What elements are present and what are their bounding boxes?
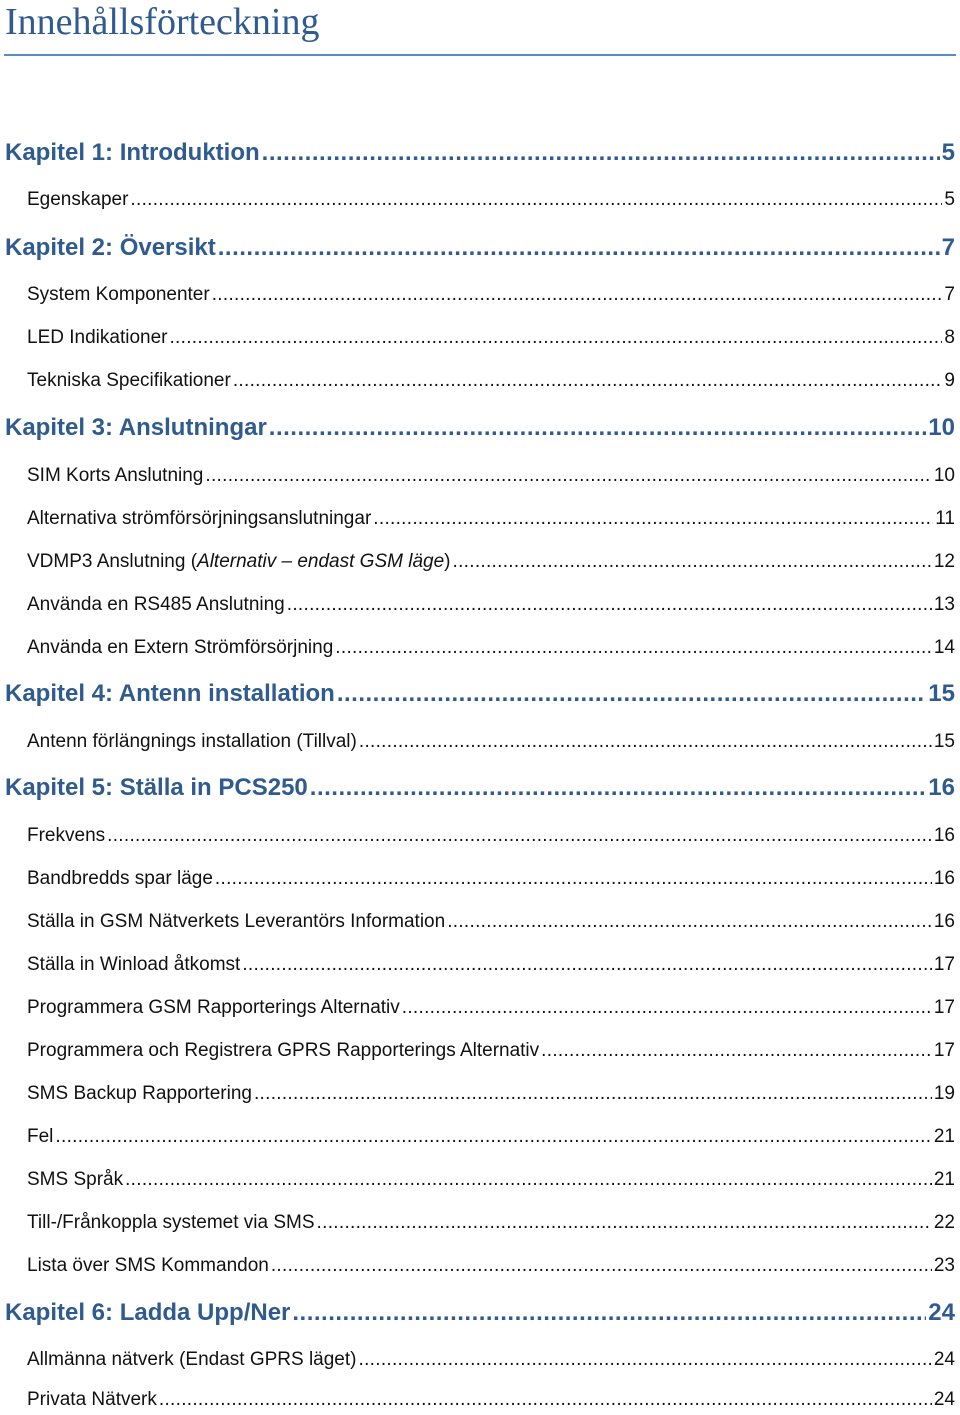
toc-leader: [373, 508, 933, 530]
toc-section-gsm-rapportering[interactable]: [27, 997, 955, 1023]
toc-leader: [337, 680, 926, 708]
toc-label: Frekvens: [27, 825, 106, 846]
toc-page-number: 13: [933, 594, 955, 615]
toc-leader: [359, 1349, 932, 1371]
toc-leader: [287, 594, 932, 616]
toc-section-gprs-rapportering[interactable]: [27, 1040, 955, 1066]
toc-page-number: 8: [944, 327, 955, 348]
toc-section-alternativa-stromforsorjning[interactable]: [27, 508, 955, 534]
toc-section-privata-natverk[interactable]: [27, 1389, 955, 1415]
toc-section-bandbredds-spar-lage[interactable]: [27, 868, 955, 894]
toc-label: Använda en RS485 Anslutning: [27, 594, 285, 615]
toc-page-number: 16: [933, 825, 955, 846]
toc-leader: [453, 551, 932, 573]
toc-section-sms-backup[interactable]: [27, 1083, 955, 1109]
toc-page-number: 15: [928, 680, 955, 707]
toc-label: [27, 551, 451, 573]
toc-label: Kapitel 1: Introduktion: [5, 139, 260, 166]
toc-chapter-4[interactable]: [5, 680, 955, 714]
toc-leader: [212, 284, 943, 306]
toc-section-egenskaper[interactable]: [27, 189, 955, 215]
toc-page-number: 24: [933, 1349, 955, 1370]
toc-label: Använda en Extern Strömförsörjning: [27, 637, 334, 658]
toc-label: Fel: [27, 1126, 54, 1147]
toc-chapter-6[interactable]: [5, 1299, 955, 1333]
toc-leader: [447, 911, 932, 933]
toc-page-number: 12: [933, 551, 955, 572]
toc-page-number: 16: [933, 868, 955, 889]
toc-leader: [242, 954, 932, 976]
title-underline: [4, 54, 956, 56]
toc-label-end: ): [444, 551, 451, 572]
toc-label: Ställa in Winload åtkomst: [27, 954, 241, 975]
toc-leader: [254, 1083, 932, 1105]
toc-leader: [271, 1255, 932, 1277]
toc-leader: [125, 1169, 932, 1191]
toc-page-number: 5: [944, 189, 955, 210]
toc-page-number: 16: [933, 911, 955, 932]
toc-leader: [359, 731, 932, 753]
page-title: Innehållsförteckning: [5, 1, 320, 43]
toc-section-sim-korts-anslutning[interactable]: [27, 465, 955, 491]
toc-label: Privata Nätverk: [27, 1389, 157, 1410]
toc-page-number: 19: [933, 1083, 955, 1104]
toc-section-sms-kommandon[interactable]: [27, 1255, 955, 1281]
toc-chapter-2[interactable]: [5, 234, 955, 268]
toc-page-number: 24: [933, 1389, 955, 1410]
toc-leader: [107, 825, 932, 847]
toc-label: Programmera GSM Rapporterings Alternativ: [27, 997, 400, 1018]
toc-label: Kapitel 2: Översikt: [5, 234, 216, 261]
toc-page-number: 16: [928, 774, 955, 801]
toc-label: Lista över SMS Kommandon: [27, 1255, 269, 1276]
toc-section-vdmp3-anslutning[interactable]: [27, 551, 955, 577]
toc-leader: [292, 1299, 926, 1327]
toc-page-number: 11: [935, 508, 955, 529]
toc-leader: [317, 1212, 932, 1234]
toc-page-number: 24: [928, 1299, 955, 1326]
toc-section-fel[interactable]: [27, 1126, 955, 1152]
toc-label: Ställa in GSM Nätverkets Leverantörs Information: [27, 911, 446, 932]
toc-label: SMS Språk: [27, 1169, 124, 1190]
toc-page-number: 17: [933, 954, 955, 975]
toc-page-number: 17: [933, 1040, 955, 1061]
toc-leader: [233, 370, 943, 392]
toc-leader: [55, 1126, 931, 1148]
toc-chapter-5[interactable]: [5, 774, 955, 808]
toc-label: SMS Backup Rapportering: [27, 1083, 252, 1104]
toc-leader: [335, 637, 932, 659]
toc-leader: [130, 189, 942, 211]
toc-label-italic: Alternativ – endast GSM läge: [197, 551, 445, 572]
toc-label: Bandbredds spar läge: [27, 868, 213, 889]
toc-label: Allmänna nätverk (Endast GPRS läget): [27, 1349, 357, 1370]
toc-page-number: 22: [933, 1212, 955, 1233]
toc-section-tekniska-specifikationer[interactable]: [27, 370, 955, 396]
toc-section-allmanna-natverk[interactable]: [27, 1349, 955, 1375]
toc-label: Antenn förlängnings installation (Tillval): [27, 731, 357, 752]
toc-section-winload-atkomst[interactable]: [27, 954, 955, 980]
toc-section-extern-stromforsorjning[interactable]: [27, 637, 955, 663]
toc-page-number: 21: [933, 1169, 955, 1190]
toc-section-led-indikationer[interactable]: [27, 327, 955, 353]
toc-leader: [205, 465, 931, 487]
toc-section-antenn-forlangning[interactable]: [27, 731, 955, 757]
toc-label: Kapitel 4: Antenn installation: [5, 680, 335, 707]
toc-label: SIM Korts Anslutning: [27, 465, 204, 486]
toc-leader: [310, 774, 927, 802]
toc-page-number: 15: [933, 731, 955, 752]
toc-section-system-komponenter[interactable]: [27, 284, 955, 310]
toc-leader: [402, 997, 932, 1019]
toc-page-number: 7: [941, 234, 955, 261]
toc-label: Tekniska Specifikationer: [27, 370, 231, 391]
toc-label: Alternativa strömförsörjningsanslutningar: [27, 508, 372, 529]
toc-page-number: 5: [941, 139, 955, 166]
toc-section-gsm-natverk-leverantor[interactable]: [27, 911, 955, 937]
toc-page-number: 23: [933, 1255, 955, 1276]
toc-section-frekvens[interactable]: [27, 825, 955, 851]
toc-label: Till-/Frånkoppla systemet via SMS: [27, 1212, 315, 1233]
toc-chapter-1[interactable]: [5, 139, 955, 173]
toc-leader: [169, 327, 942, 349]
toc-leader: [262, 139, 940, 167]
toc-page-number: 7: [944, 284, 955, 305]
toc-page-number: 17: [933, 997, 955, 1018]
toc-label: LED Indikationer: [27, 327, 168, 348]
toc-section-sms-sprak[interactable]: [27, 1169, 955, 1195]
toc-leader: [218, 234, 940, 262]
toc-section-till-frankoppla-sms[interactable]: [27, 1212, 955, 1238]
toc-leader: [541, 1040, 932, 1062]
toc-label: Kapitel 5: Ställa in PCS250: [5, 774, 308, 801]
toc-chapter-3[interactable]: [5, 414, 955, 448]
toc-page-number: 21: [933, 1126, 955, 1147]
toc-page-number: 14: [933, 637, 955, 658]
toc-page-number: 9: [944, 370, 955, 391]
toc-label: System Komponenter: [27, 284, 210, 305]
toc-leader: [269, 414, 927, 442]
toc-page-number: 10: [933, 465, 955, 486]
toc-leader: [159, 1389, 932, 1411]
toc-label: Programmera och Registrera GPRS Rapporterings Alternativ: [27, 1040, 540, 1061]
toc-page-number: 10: [928, 414, 955, 441]
toc-label: Kapitel 3: Anslutningar: [5, 414, 267, 441]
toc-leader: [215, 868, 932, 890]
toc-section-rs485-anslutning[interactable]: [27, 594, 955, 620]
toc-label-start: VDMP3 Anslutning (: [27, 551, 198, 572]
toc-label: Kapitel 6: Ladda Upp/Ner: [5, 1299, 291, 1326]
toc-label: Egenskaper: [27, 189, 129, 210]
